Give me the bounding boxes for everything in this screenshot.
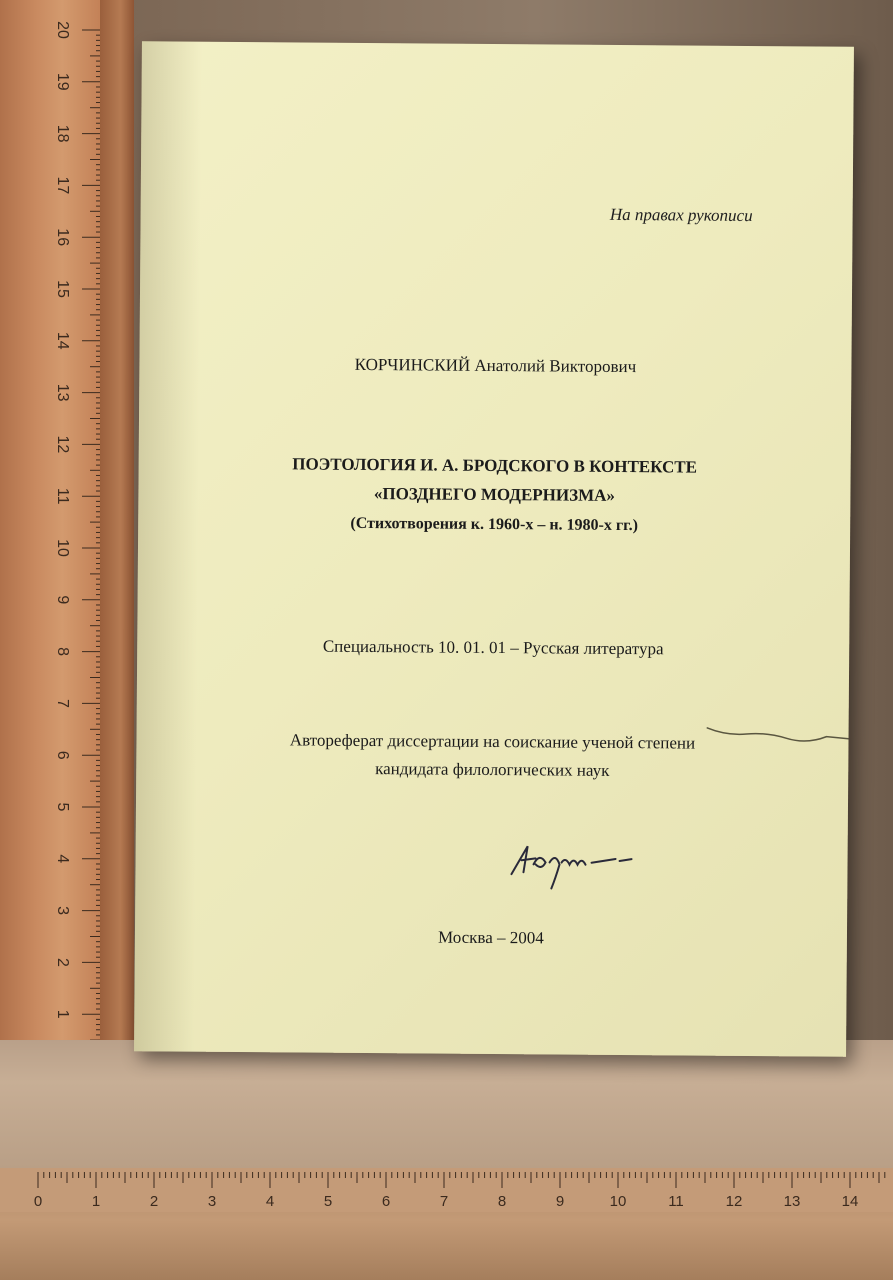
ruler-label: 15 [54, 280, 71, 298]
ruler-label: 14 [54, 331, 71, 350]
ruler-label: 14 [841, 1193, 859, 1210]
ruler-label: 1 [91, 1193, 101, 1210]
vertical-ruler-edge [100, 0, 134, 1072]
specialty: Специальность 10. 01. 01 – Русская литература [322, 636, 664, 659]
paper-tear [706, 726, 848, 747]
abstract-line-2: кандидата филологических наук [375, 759, 610, 780]
ruler-label: 8 [497, 1193, 507, 1210]
ruler-label: 5 [54, 802, 71, 812]
title-line-2: «ПОЗДНЕГО МОДЕРНИЗМА» [373, 484, 616, 505]
ruler-label: 9 [54, 595, 71, 605]
ruler-label: 6 [54, 750, 71, 760]
ruler-label: 16 [54, 228, 71, 247]
ruler-label: 17 [54, 176, 71, 195]
ruler-label: 10 [54, 539, 71, 557]
dissertation-abstract-cover [134, 41, 854, 1057]
title-line-3: (Стихотворения к. 1960-х – н. 1980-х гг.) [350, 514, 639, 535]
ruler-label: 5 [323, 1193, 333, 1210]
ruler-label: 12 [725, 1193, 743, 1210]
ruler-label: 13 [783, 1193, 801, 1210]
ruler-label: 18 [54, 124, 71, 143]
ruler-label: 11 [668, 1193, 684, 1210]
ruler-label: 9 [555, 1193, 565, 1210]
ruler-label: 2 [54, 957, 71, 967]
wooden-shelf [0, 1040, 893, 1180]
vertical-ruler-scale [0, 0, 104, 1072]
ruler-label: 6 [381, 1193, 391, 1210]
paper-shadow [134, 41, 202, 1051]
ruler-label: 7 [439, 1193, 449, 1210]
ruler-label: 3 [207, 1193, 217, 1210]
ruler-label: 19 [54, 72, 71, 91]
author-name: КОРЧИНСКИЙ Анатолий Викторович [354, 354, 637, 377]
ruler-label: 20 [54, 21, 71, 39]
ruler-label: 4 [54, 854, 71, 864]
ruler-label: 3 [54, 906, 71, 916]
ruler-label: 8 [54, 647, 71, 657]
ruler-label: 11 [54, 487, 71, 505]
ruler-label: 0 [33, 1193, 43, 1210]
ruler-label: 4 [265, 1193, 275, 1210]
ruler-label: 13 [54, 383, 71, 402]
ruler-label: 12 [54, 435, 71, 454]
vertical-ruler [0, 0, 104, 1072]
ruler-label: 10 [609, 1193, 627, 1210]
ruler-label: 2 [149, 1193, 159, 1210]
manuscript-status: На правах рукописи [609, 204, 753, 226]
horizontal-ruler-scale [0, 1168, 893, 1212]
ruler-label: 1 [54, 1009, 71, 1019]
title-line-1: ПОЭТОЛОГИЯ И. А. БРОДСКОГО В КОНТЕКСТЕ [292, 454, 698, 477]
abstract-line-1: Автореферат диссертации на соискание ученой степени [289, 730, 696, 753]
ruler-label: 7 [54, 698, 71, 708]
city-year: Москва – 2004 [437, 927, 544, 948]
handwritten-signature [505, 834, 645, 895]
